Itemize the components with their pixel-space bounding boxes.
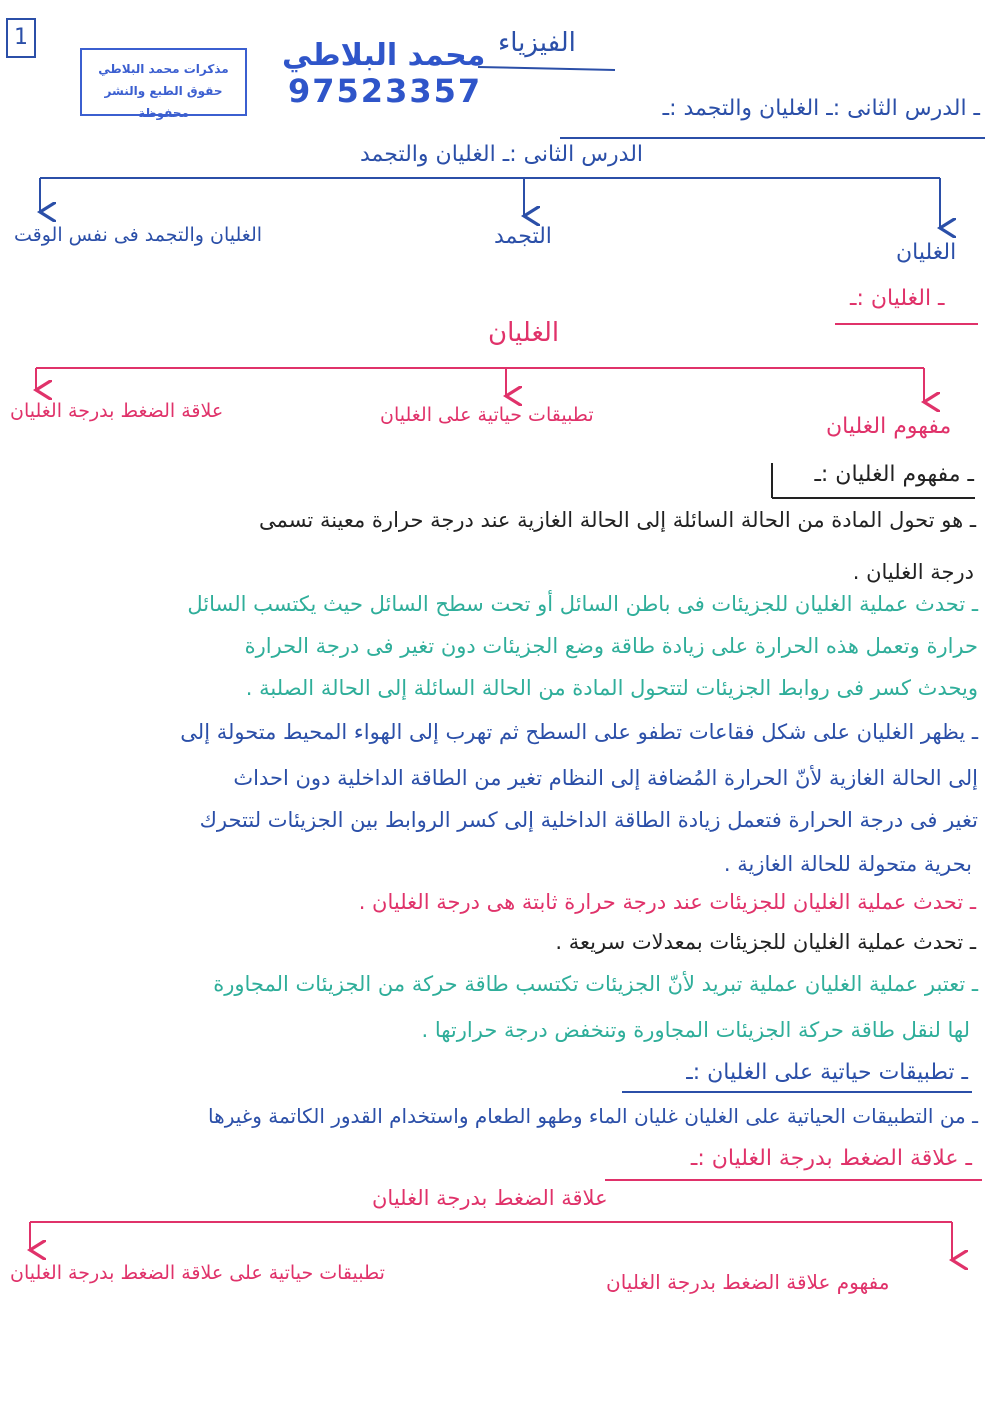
author-name: محمد البلاطي: [282, 38, 486, 73]
map1-left: الغليان والتجمد فى نفس الوقت: [14, 224, 263, 246]
section-pressure: ـ علاقة الضغط بدرجة الغليان :ـ: [690, 1146, 972, 1171]
author-phone: 97523357: [288, 72, 483, 110]
copyright-stamp: [80, 48, 247, 120]
body-line-1: ـ هو تحول المادة من الحالة السائلة إلى الحالة الغازية عند درجة حرارة معينة تسمى: [259, 508, 976, 532]
page-number: 1: [6, 18, 36, 58]
body-line-6: ـ يظهر الغليان على شكل فقاعات تطفو على السطح ثم تهرب إلى الهواء المحيط متحولة إلى: [180, 720, 978, 744]
stamp-line-2: حقوق الطبع والنشر محفوظة: [104, 84, 223, 120]
map2-right: مفهوم الغليان: [826, 414, 952, 439]
section-concept: ـ مفهوم الغليان :ـ: [814, 462, 974, 487]
subject-underline: [478, 67, 615, 70]
body-line-7: إلى الحالة الغازية لأنّ الحرارة المُضافة إلى النظام تغير من الطاقة الداخلية دون احداث: [233, 766, 978, 790]
subject-title: الفيزياء: [498, 28, 576, 58]
map1-middle: التجمد: [494, 224, 552, 249]
stamp-line-1: مذكرات محمد البلاطي: [98, 62, 229, 76]
map3-right: مفهوم علاقة الضغط بدرجة الغليان: [606, 1270, 890, 1294]
applications-text: ـ من التطبيقات الحياتية على الغليان غليان الماء وطهو الطعام واستخدام القدور الكاتمة وغيرها: [208, 1104, 978, 1128]
body-line-11: ـ تحدث عملية الغليان للجزيئات بمعدلات سريعة .: [555, 930, 976, 954]
body-line-8: تغير فى درجة الحرارة فتعمل زيادة الطاقة الداخلية إلى كسر الروابط بين الجزيئات لتتحرك: [199, 808, 978, 832]
map1-right: الغليان: [896, 240, 957, 265]
body-line-4: حرارة وتعمل هذه الحرارة على زيادة طاقة وضع الجزيئات دون تغير فى درجة الحرارة: [244, 634, 978, 658]
map2-connectors: [36, 368, 924, 402]
map1-root: الدرس الثانى :ـ الغليان والتجمد: [360, 142, 644, 167]
body-line-9: بحرية متحولة للحالة الغازية .: [723, 852, 972, 876]
body-line-10: ـ تحدث عملية الغليان للجزيئات عند درجة حرارة ثابتة هى درجة الغليان .: [358, 890, 976, 914]
lesson-heading: ـ الدرس الثانى :ـ الغليان والتجمد :ـ: [662, 96, 980, 121]
body-line-2: درجة الغليان .: [852, 560, 974, 584]
map1-connectors: [40, 178, 940, 228]
map2-middle: تطبيقات حياتية على الغليان: [380, 404, 594, 426]
body-line-13: لها لنقل طاقة حركة الجزيئات المجاورة وتنخفض درجة حرارتها .: [421, 1018, 970, 1042]
map3-root: علاقة الضغط بدرجة الغليان: [372, 1186, 608, 1210]
map3-connectors: [30, 1222, 952, 1260]
section-boiling: ـ الغليان :ـ: [850, 286, 945, 311]
map2-root: الغليان: [488, 318, 560, 348]
body-line-12: ـ تعتبر عملية الغليان عملية تبريد لأنّ الجزيئات تكتسب طاقة حركة من الجزيئات المجاورة: [213, 972, 978, 996]
map2-left: علاقة الضغط بدرجة الغليان: [10, 400, 224, 422]
body-line-3: ـ تحدث عملية الغليان للجزيئات فى باطن السائل أو تحت سطح السائل حيث يكتسب السائل: [187, 592, 978, 616]
map3-left: تطبيقات حياتية على علاقة الضغط بدرجة الغليان: [10, 1262, 385, 1284]
body-line-5: ويحدث كسر فى روابط الجزيئات لتتحول المادة من الحالة السائلة إلى الحالة الصلبة .: [245, 676, 978, 700]
section-applications: ـ تطبيقات حياتية على الغليان :ـ: [686, 1060, 968, 1085]
